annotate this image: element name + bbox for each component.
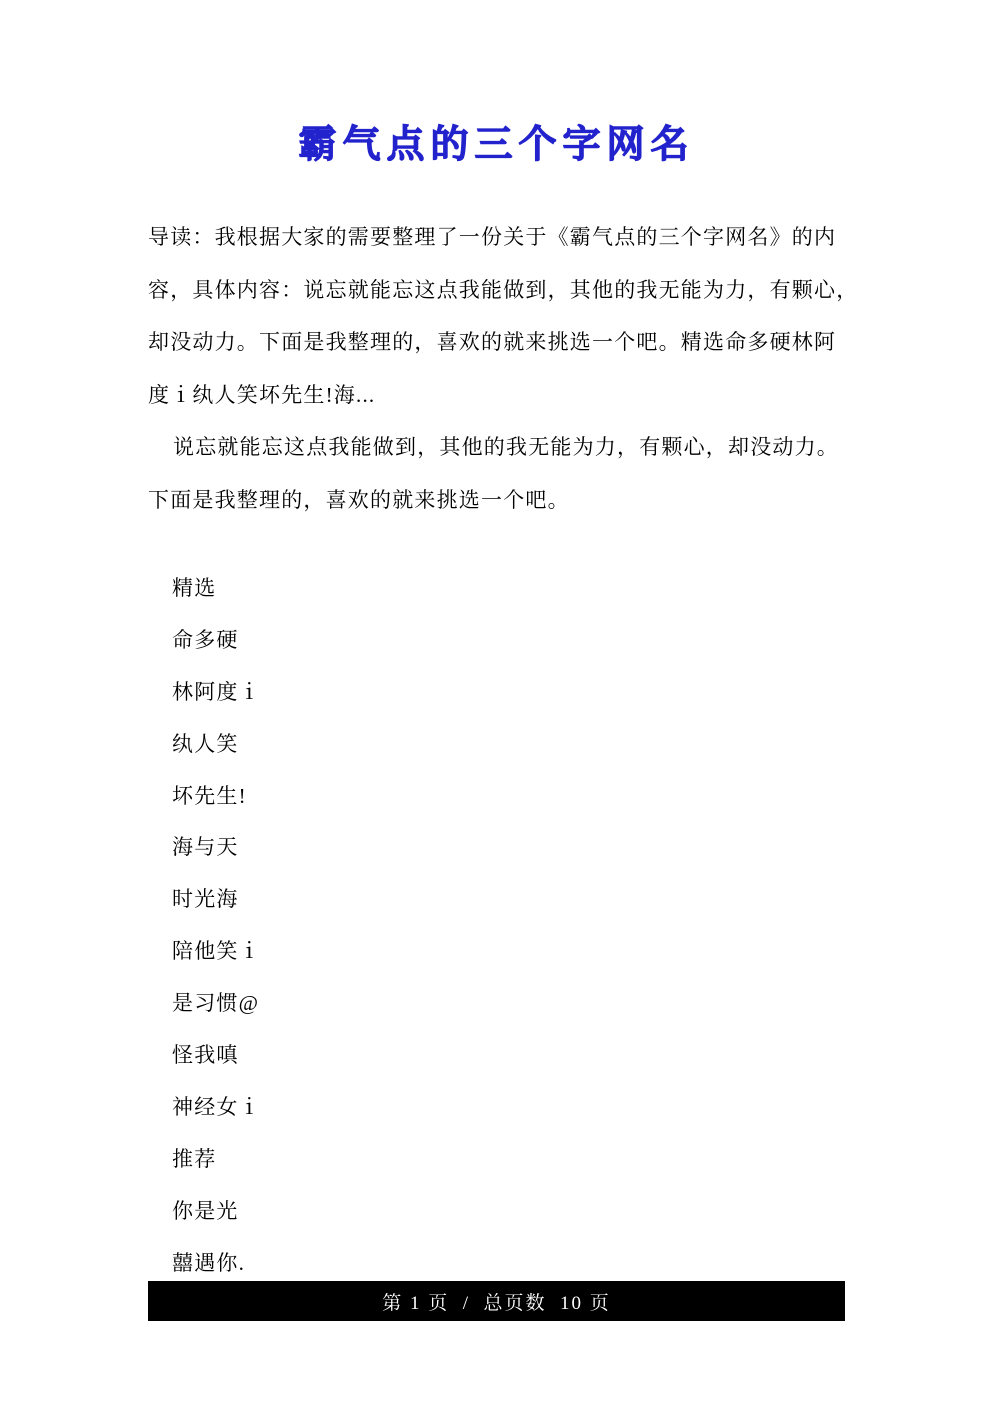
list-item: 纨人笑: [172, 731, 239, 756]
page-number-text: 第 1 页 / 总页数 10 页: [382, 1292, 611, 1314]
body-paragraph: [148, 421, 848, 526]
page-footer-bar: [148, 1281, 845, 1321]
list-item: 精选: [172, 576, 217, 600]
list-item: 命多硬: [172, 627, 239, 652]
paragraph-line: 容，具体内容：说忘就能忘这点我能做到，其他的我无能为力，有颗心，: [148, 277, 859, 302]
paragraph-line: 度ｉ纨人笑坏先生!海...: [148, 382, 376, 407]
list-item: 林阿度ｉ: [172, 679, 261, 704]
page-title: 霸气点的三个字网名: [298, 124, 695, 166]
intro-paragraph: [148, 211, 859, 421]
list-item: 陪他笑ｉ: [172, 939, 261, 964]
paragraph-line: 导读：我根据大家的需要整理了一份关于《霸气点的三个字网名》的内: [148, 225, 837, 249]
list-item: 推荐: [172, 1146, 217, 1171]
list-item: 坏先生!: [172, 783, 247, 808]
list-item: 时光海: [172, 887, 239, 912]
list-item: 神经女ｉ: [172, 1094, 261, 1119]
list-item: 海与天: [172, 835, 239, 860]
list-item: 囍遇你.: [172, 1250, 246, 1275]
list-item: 是习惯@: [172, 991, 260, 1016]
paragraph-line: 说忘就能忘这点我能做到，其他的我无能为力，有颗心，却没动力。: [173, 435, 839, 459]
list-item: 你是光: [172, 1198, 239, 1223]
paragraph-line: 却没动力。下面是我整理的，喜欢的就来挑选一个吧。精选命多硬林阿: [148, 330, 837, 355]
list-item: 怪我嗔: [172, 1043, 239, 1068]
nickname-list: [172, 563, 261, 1289]
paragraph-line: 下面是我整理的，喜欢的就来挑选一个吧。: [148, 487, 570, 512]
